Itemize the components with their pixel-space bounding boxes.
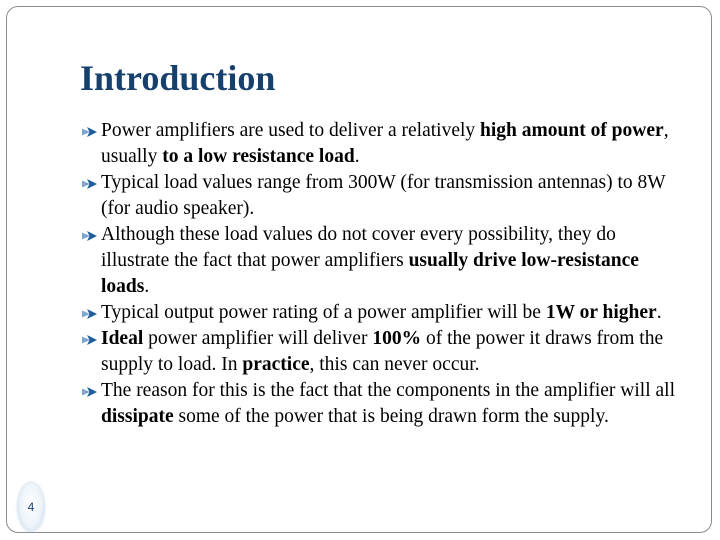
- arrow-right-icon: [82, 127, 98, 137]
- bullet-emphasis: high amount of power: [480, 120, 664, 141]
- bullet-list: [82, 118, 682, 430]
- bullet-emphasis: to a low resistance load: [162, 146, 355, 167]
- bullet-text: .: [144, 276, 150, 297]
- bullet-item: [82, 378, 682, 430]
- bullet-text: of the power it draws from the supply to load. In: [101, 328, 664, 375]
- bullet-text: Typical load values range from 300W (for transmission antennas) to 8W (for audio speaker).: [101, 172, 666, 219]
- bullet-text: .: [656, 302, 662, 323]
- arrow-right-icon: [82, 335, 98, 345]
- bullet-text: .: [354, 146, 360, 167]
- bullet-item: [82, 170, 682, 222]
- bullet-item: [82, 300, 682, 326]
- bullet-text: Power amplifiers are used to deliver a relatively: [101, 120, 481, 141]
- bullet-item: [82, 326, 682, 378]
- arrow-right-icon: [82, 179, 98, 189]
- bullet-emphasis: usually drive low-resistance loads: [101, 250, 639, 297]
- bullet-item: [82, 118, 682, 170]
- bullet-text: some of the power that is being drawn form the supply.: [173, 406, 609, 427]
- bullet-emphasis: dissipate: [101, 406, 174, 427]
- bullet-text: , usually: [101, 120, 669, 167]
- bullet-text: The reason for this is the fact that the components in the amplifier will all: [101, 380, 676, 401]
- bullet-text: Typical output power rating of a power amplifier will be: [101, 302, 546, 323]
- bullet-text: power amplifier will deliver: [143, 328, 373, 349]
- bullet-emphasis: Ideal: [101, 328, 144, 349]
- bullet-text: , this can never occur.: [309, 354, 480, 375]
- slide-title: Introduction: [80, 58, 276, 98]
- bullet-emphasis: 100%: [372, 328, 422, 349]
- bullet-emphasis: practice: [242, 354, 310, 375]
- bullet-emphasis: 1W or higher: [545, 302, 657, 323]
- arrow-right-icon: [82, 387, 98, 397]
- arrow-right-icon: [82, 309, 98, 319]
- bullet-text: Although these load values do not cover every possibility, they do illustrate the fact that power amplifiers: [101, 224, 616, 271]
- arrow-right-icon: [82, 231, 98, 241]
- slide-number: 4: [18, 483, 44, 531]
- bullet-item: [82, 222, 682, 300]
